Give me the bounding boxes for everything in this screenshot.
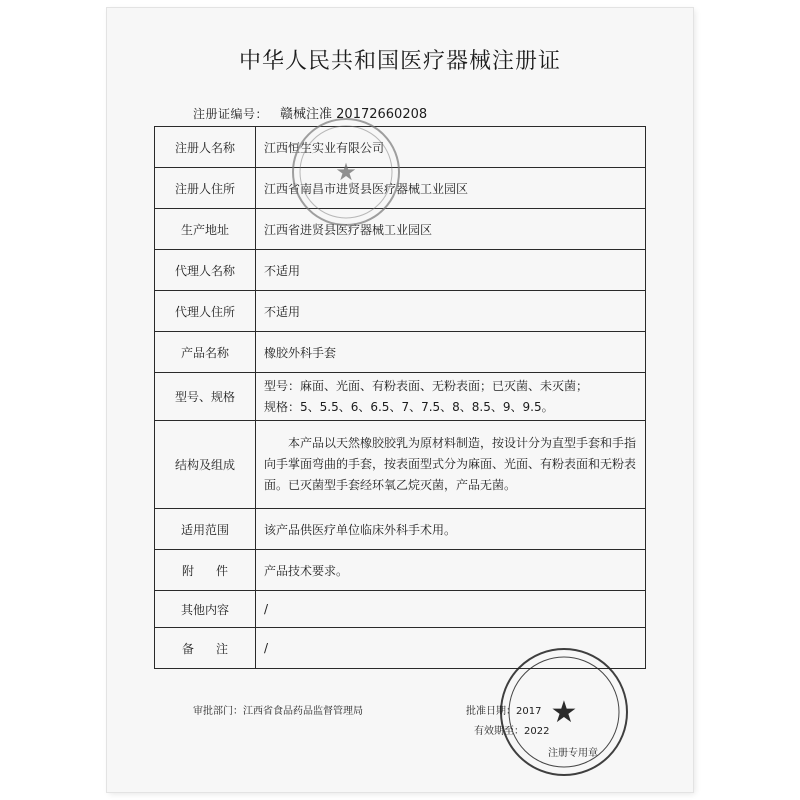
certificate-table [154, 126, 646, 669]
value-agent-address: 不适用 [256, 291, 646, 332]
approval-date: 批准日期：2017 [466, 706, 542, 717]
row-product-name [155, 332, 646, 373]
row-production-address [155, 209, 646, 250]
label-model-spec: 型号、规格 [155, 373, 256, 421]
row-other [155, 591, 646, 628]
value-attachment: 产品技术要求。 [256, 550, 646, 591]
row-agent-name [155, 250, 646, 291]
value-production-address: 江西省进贤县医疗器械工业园区 [256, 209, 646, 250]
value-registrant-address: 江西省南昌市进贤县医疗器械工业园区 [256, 168, 646, 209]
label-agent-name: 代理人名称 [155, 250, 256, 291]
document-title: 中华人民共和国医疗器械注册证 [238, 49, 561, 74]
label-registrant-name: 注册人名称 [155, 127, 256, 168]
registration-number-line [193, 103, 427, 122]
label-scope: 适用范围 [155, 509, 256, 550]
approving-authority: 审批部门：江西省食品药品监督管理局 [193, 706, 363, 717]
value-registrant-name: 江西恒生实业有限公司 [256, 127, 646, 168]
row-structure [155, 421, 646, 509]
registration-number-label: 注册证编号： [193, 107, 269, 121]
company-seal-star: ★ [335, 158, 357, 186]
label-other: 其他内容 [155, 591, 256, 628]
value-scope: 该产品供医疗单位临床外科手术用。 [256, 509, 646, 550]
value-structure: 本产品以天然橡胶胶乳为原材料制造，按设计分为直型手套和手指向手掌面弯曲的手套，按表面型式分为麻面、光面、有粉表面和无粉表面。已灭菌型手套经环氧乙烷灭菌，产品无菌。 [256, 421, 646, 509]
label-remarks-cell [155, 628, 256, 669]
valid-until: 有效期至：2022 [474, 726, 550, 737]
row-model-spec [155, 373, 646, 421]
model-line: 型号：麻面、光面、有粉表面、无粉表面；已灭菌、未灭菌； [264, 378, 589, 393]
registration-number-value: 赣械注准 20172660208 [280, 107, 428, 122]
label-production-address: 生产地址 [155, 209, 256, 250]
value-remarks: / [256, 628, 646, 669]
label-remarks: 备注 [181, 641, 250, 656]
stamp-label: 注册专用章 [548, 748, 598, 759]
value-other: / [256, 591, 646, 628]
spec-line: 规格：5、5.5、6、6.5、7、7.5、8、8.5、9、9.5。 [264, 399, 554, 414]
row-agent-address [155, 291, 646, 332]
value-agent-name: 不适用 [256, 250, 646, 291]
label-product-name: 产品名称 [155, 332, 256, 373]
label-agent-address: 代理人住所 [155, 291, 256, 332]
value-model-spec [256, 373, 646, 421]
label-attachment: 附件 [181, 563, 250, 578]
row-remarks [155, 628, 646, 669]
label-structure: 结构及组成 [155, 421, 256, 509]
row-scope [155, 509, 646, 550]
row-registrant-name [155, 127, 646, 168]
agency-seal-star: ★ [550, 695, 578, 730]
value-product-name: 橡胶外科手套 [256, 332, 646, 373]
label-attachment-cell [155, 550, 256, 591]
row-attachment [155, 550, 646, 591]
row-registrant-address [155, 168, 646, 209]
label-registrant-address: 注册人住所 [155, 168, 256, 209]
